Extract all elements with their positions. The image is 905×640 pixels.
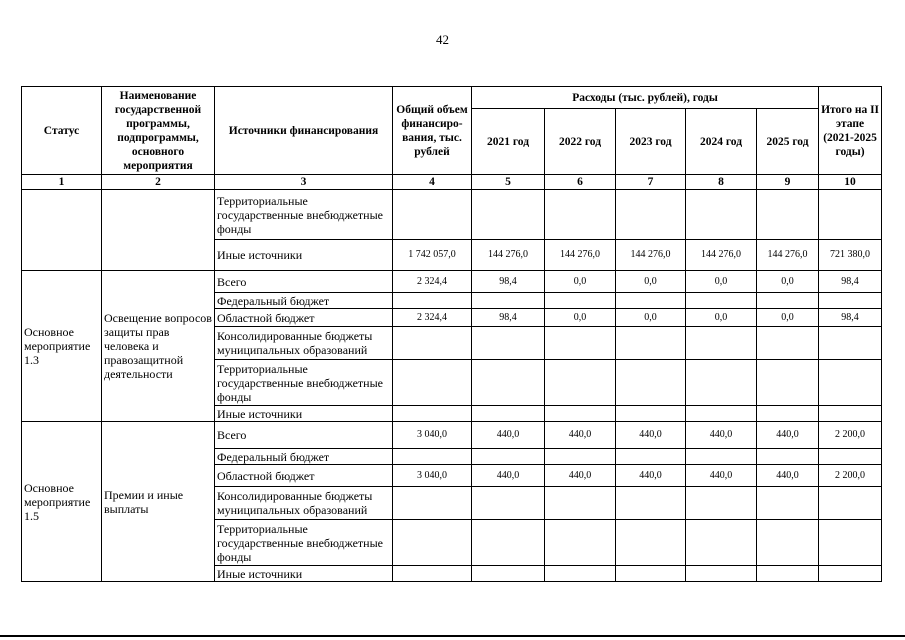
source-cell: Иные источники xyxy=(215,406,393,422)
column-number: 10 xyxy=(819,175,882,190)
stage-total-cell xyxy=(819,190,882,240)
name-cell xyxy=(102,190,215,271)
year-cell: 144 276,0 xyxy=(472,240,545,271)
year-cell xyxy=(686,449,757,465)
total-cell xyxy=(393,566,472,582)
header-sources: Источники финансирования xyxy=(215,87,393,175)
financing-table xyxy=(21,86,882,582)
year-cell xyxy=(616,327,686,360)
stage-total-cell: 2 200,0 xyxy=(819,422,882,449)
year-cell: 440,0 xyxy=(686,422,757,449)
stage-total-cell xyxy=(819,449,882,465)
year-cell: 144 276,0 xyxy=(545,240,616,271)
total-cell: 3 040,0 xyxy=(393,465,472,487)
measure-name: Освещение вопросов защиты прав человека и правозащитной деятельности xyxy=(102,271,215,422)
header-total-volume: Общий объем финансиро-вания, тыс. рублей xyxy=(393,87,472,175)
source-cell: Иные источники xyxy=(215,566,393,582)
measure-status: Основное мероприятие 1.3 xyxy=(22,271,102,422)
year-cell xyxy=(472,406,545,422)
year-cell xyxy=(545,190,616,240)
total-cell: 2 324,4 xyxy=(393,271,472,293)
column-number: 1 xyxy=(22,175,102,190)
year-cell: 144 276,0 xyxy=(757,240,819,271)
stage-total-cell xyxy=(819,327,882,360)
year-cell: 144 276,0 xyxy=(686,240,757,271)
year-cell: 440,0 xyxy=(545,422,616,449)
year-cell: 0,0 xyxy=(545,309,616,327)
total-cell xyxy=(393,487,472,520)
measure-status: Основное мероприятие 1.5 xyxy=(22,422,102,582)
year-cell xyxy=(472,190,545,240)
year-cell xyxy=(616,449,686,465)
year-cell xyxy=(616,406,686,422)
year-cell xyxy=(616,190,686,240)
year-cell xyxy=(472,360,545,406)
table-row xyxy=(22,422,882,449)
page-number: 42 xyxy=(436,32,449,47)
stage-total-cell: 721 380,0 xyxy=(819,240,882,271)
source-cell: Иные источники xyxy=(215,240,393,271)
year-cell: 98,4 xyxy=(472,271,545,293)
table-row xyxy=(22,271,882,293)
table-row xyxy=(22,190,882,240)
column-numbers-row xyxy=(22,175,882,190)
year-cell xyxy=(686,487,757,520)
year-cell xyxy=(686,566,757,582)
year-cell xyxy=(616,566,686,582)
total-cell xyxy=(393,406,472,422)
year-cell xyxy=(472,449,545,465)
source-cell: Всего xyxy=(215,422,393,449)
total-cell xyxy=(393,190,472,240)
year-cell xyxy=(545,520,616,566)
page-bottom-rule xyxy=(0,635,905,637)
total-cell xyxy=(393,520,472,566)
header-year: 2023 год xyxy=(616,109,686,175)
header-year: 2025 год xyxy=(757,109,819,175)
source-cell: Консолидированные бюджеты муниципальных образований xyxy=(215,327,393,360)
year-cell: 440,0 xyxy=(757,422,819,449)
year-cell xyxy=(472,520,545,566)
stage-total-cell: 98,4 xyxy=(819,271,882,293)
year-cell xyxy=(616,293,686,309)
column-number: 5 xyxy=(472,175,545,190)
year-cell: 0,0 xyxy=(757,271,819,293)
year-cell xyxy=(472,487,545,520)
header-name: Наименование государственной программы, подпрограммы, основного мероприятия xyxy=(102,87,215,175)
year-cell: 440,0 xyxy=(616,465,686,487)
year-cell: 440,0 xyxy=(616,422,686,449)
year-cell xyxy=(545,327,616,360)
source-cell: Федеральный бюджет xyxy=(215,293,393,309)
year-cell xyxy=(686,520,757,566)
total-cell xyxy=(393,360,472,406)
header-expenses: Расходы (тыс. рублей), годы xyxy=(472,87,819,109)
stage-total-cell xyxy=(819,293,882,309)
column-number: 8 xyxy=(686,175,757,190)
column-number: 4 xyxy=(393,175,472,190)
year-cell xyxy=(616,520,686,566)
year-cell xyxy=(545,449,616,465)
year-cell: 440,0 xyxy=(472,422,545,449)
header-year: 2022 год xyxy=(545,109,616,175)
year-cell xyxy=(472,293,545,309)
column-number: 2 xyxy=(102,175,215,190)
total-cell xyxy=(393,293,472,309)
stage-total-cell: 98,4 xyxy=(819,309,882,327)
total-cell: 1 742 057,0 xyxy=(393,240,472,271)
year-cell: 440,0 xyxy=(757,465,819,487)
year-cell xyxy=(757,566,819,582)
column-number: 3 xyxy=(215,175,393,190)
year-cell xyxy=(472,566,545,582)
stage-total-cell xyxy=(819,566,882,582)
year-cell xyxy=(472,327,545,360)
column-number: 7 xyxy=(616,175,686,190)
header-year: 2024 год xyxy=(686,109,757,175)
year-cell: 0,0 xyxy=(616,309,686,327)
year-cell xyxy=(757,190,819,240)
year-cell xyxy=(545,566,616,582)
year-cell xyxy=(545,360,616,406)
stage-total-cell xyxy=(819,360,882,406)
source-cell: Территориальные государственные внебюджетные фонды xyxy=(215,360,393,406)
year-cell xyxy=(757,520,819,566)
source-cell: Территориальные государственные внебюджетные фонды xyxy=(215,190,393,240)
total-cell: 2 324,4 xyxy=(393,309,472,327)
stage-total-cell xyxy=(819,406,882,422)
year-cell xyxy=(757,360,819,406)
year-cell: 0,0 xyxy=(616,271,686,293)
source-cell: Областной бюджет xyxy=(215,465,393,487)
year-cell xyxy=(757,487,819,520)
stage-total-cell xyxy=(819,520,882,566)
total-cell xyxy=(393,449,472,465)
year-cell xyxy=(616,360,686,406)
year-cell xyxy=(686,360,757,406)
year-cell xyxy=(686,190,757,240)
year-cell xyxy=(757,293,819,309)
column-number: 9 xyxy=(757,175,819,190)
year-cell xyxy=(757,327,819,360)
year-cell: 0,0 xyxy=(545,271,616,293)
year-cell xyxy=(686,293,757,309)
stage-total-cell: 2 200,0 xyxy=(819,465,882,487)
year-cell: 0,0 xyxy=(686,271,757,293)
year-cell xyxy=(545,293,616,309)
year-cell xyxy=(757,406,819,422)
year-cell: 440,0 xyxy=(472,465,545,487)
header-status: Статус xyxy=(22,87,102,175)
measure-name: Премии и иные выплаты xyxy=(102,422,215,582)
total-cell xyxy=(393,327,472,360)
source-cell: Территориальные государственные внебюджетные фонды xyxy=(215,520,393,566)
year-cell: 440,0 xyxy=(686,465,757,487)
year-cell xyxy=(616,487,686,520)
source-cell: Всего xyxy=(215,271,393,293)
year-cell xyxy=(686,327,757,360)
column-number: 6 xyxy=(545,175,616,190)
year-cell xyxy=(757,449,819,465)
source-cell: Консолидированные бюджеты муниципальных образований xyxy=(215,487,393,520)
total-cell: 3 040,0 xyxy=(393,422,472,449)
year-cell xyxy=(545,487,616,520)
year-cell: 144 276,0 xyxy=(616,240,686,271)
header-stage-total: Итого на II этапе (2021-2025 годы) xyxy=(819,87,882,175)
status-cell xyxy=(22,190,102,271)
source-cell: Федеральный бюджет xyxy=(215,449,393,465)
year-cell xyxy=(545,406,616,422)
year-cell: 440,0 xyxy=(545,465,616,487)
year-cell xyxy=(686,406,757,422)
year-cell: 0,0 xyxy=(686,309,757,327)
year-cell: 98,4 xyxy=(472,309,545,327)
header-year: 2021 год xyxy=(472,109,545,175)
source-cell: Областной бюджет xyxy=(215,309,393,327)
year-cell: 0,0 xyxy=(757,309,819,327)
stage-total-cell xyxy=(819,487,882,520)
